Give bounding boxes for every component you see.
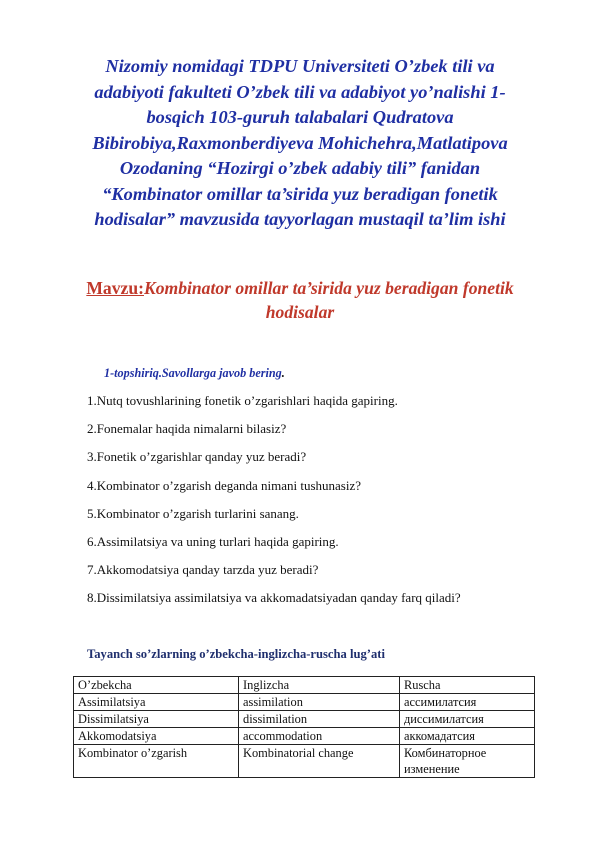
table-cell: ассимилатсия	[400, 694, 535, 711]
task-heading	[104, 366, 285, 381]
topic-heading	[80, 276, 520, 324]
table-cell: аккомадатсия	[400, 728, 535, 745]
topic-label: Mavzu:	[86, 278, 144, 298]
vocabulary-table	[73, 676, 535, 778]
question-item: 2.Fonemalar haqida nimalarni bilasiz?	[87, 421, 287, 437]
document-header: Nizomiy nomidagi TDPU Universiteti O’zbek tili va adabiyoti fakulteti O’zbek tili va adabiyot yo’nalishi 1-bosqich 103-guruh talabalari Qudratova Bibirobiya,Raxmonberdiyeva Mohichehra,Matlatipova Ozodaning “Hozirgi o’zbek adabiy tili” fanidan “Kombinator omillar ta’sirida yuz beradigan fonetik hodisalar” mavzusida tayyorlagan mustaqil ta’lim ishi	[92, 56, 508, 229]
table-cell: диссимилатсия	[400, 711, 535, 728]
question-item: 5.Kombinator o’zgarish turlarini sanang.	[87, 505, 299, 521]
table-cell: assimilation	[239, 694, 400, 711]
table-cell: Комбинаторное изменение	[400, 745, 535, 778]
table-row	[74, 694, 535, 711]
question-item: 8.Dissimilatsiya assimilatsiya va akkomadatsiyadan qanday farq qiladi?	[87, 590, 461, 606]
table-cell: dissimilation	[239, 711, 400, 728]
table-cell: Kombinator o’zgarish	[74, 745, 239, 778]
table-cell: Kombinatorial change	[239, 745, 400, 778]
table-cell: Dissimilatsiya	[74, 711, 239, 728]
table-cell: accommodation	[239, 728, 400, 745]
table-header-row	[74, 677, 535, 694]
question-item: 4.Kombinator o’zgarish deganda nimani tushunasiz?	[87, 477, 362, 493]
task-label: 1-topshiriq.Savollarga javob bering	[104, 366, 282, 380]
table-row	[74, 711, 535, 728]
question-item: 7.Akkomodatsiya qanday tarzda yuz beradi?	[87, 562, 319, 578]
question-item: 1.Nutq tovushlarining fonetik o’zgarishlari haqida gapiring.	[87, 393, 398, 408]
column-header: Inglizcha	[239, 677, 400, 694]
table-cell: Assimilatsiya	[74, 694, 239, 711]
question-item: 3.Fonetik o’zgarishlar qanday yuz beradi?	[87, 449, 307, 465]
vocabulary-title: Tayanch so’zlarning o’zbekcha-inglizcha-ruscha lug’ati	[87, 647, 385, 661]
topic-title: Kombinator omillar ta’sirida yuz beradigan fonetik hodisalar	[143, 278, 514, 322]
table-row	[74, 745, 535, 778]
question-item: 6.Assimilatsiya va uning turlari haqida gapiring.	[87, 533, 339, 549]
table-row	[74, 728, 535, 745]
column-header: Ruscha	[400, 677, 535, 694]
task-period: .	[281, 366, 285, 380]
question-list	[87, 392, 461, 618]
column-header: O’zbekcha	[74, 677, 239, 694]
table-cell: Akkomodatsiya	[74, 728, 239, 745]
